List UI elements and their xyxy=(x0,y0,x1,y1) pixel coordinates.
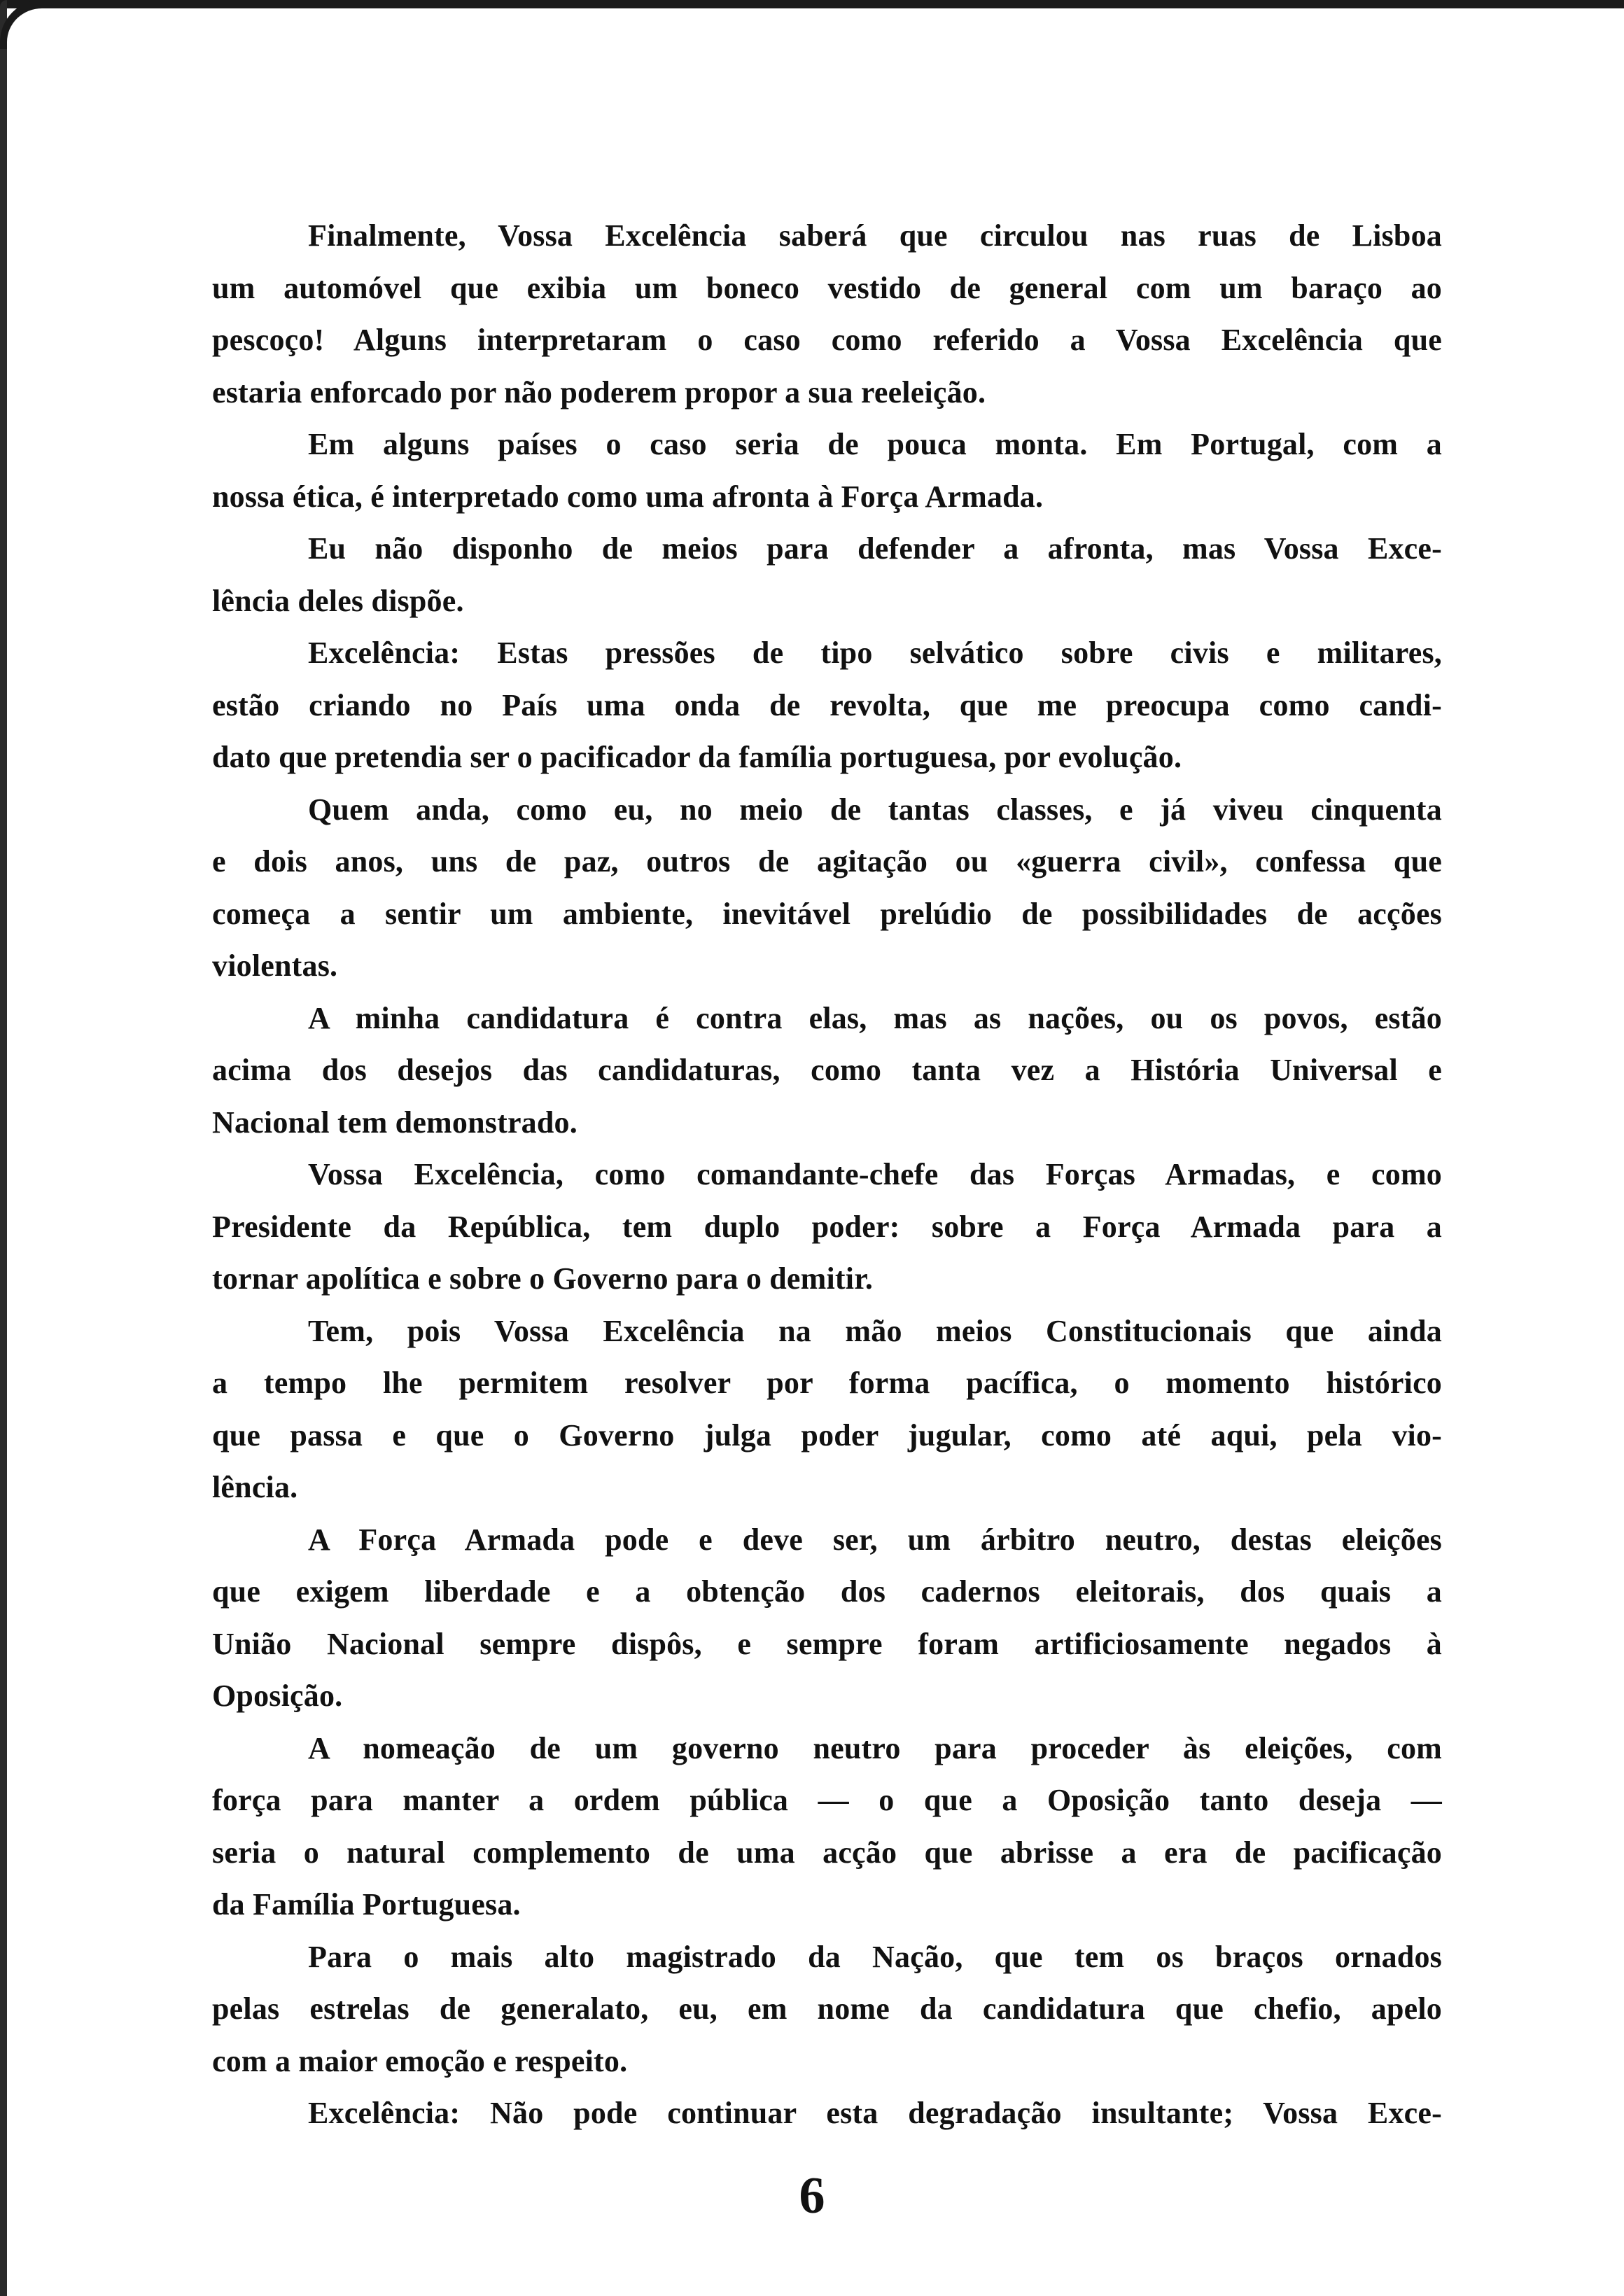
paragraph xyxy=(212,1306,1442,1514)
text-line: União Nacional sempre dispôs, e sempre foram artificiosamente negados à xyxy=(212,1626,1442,1661)
text-line: lência deles dispõe. xyxy=(212,583,464,618)
paragraph xyxy=(212,2087,1442,2140)
text-line: Vossa Excelência, como comandante-chefe das Forças Armadas, e como xyxy=(308,1157,1442,1191)
paragraph xyxy=(212,1514,1442,1723)
text-line: Finalmente, Vossa Excelência saberá que circulou nas ruas de Lisboa xyxy=(308,218,1442,253)
text-line: Presidente da República, tem duplo poder: sobre a Força Armada para a xyxy=(212,1209,1442,1244)
text-line: Em alguns países o caso seria de pouca monta. Em Portugal, com a xyxy=(308,427,1442,461)
text-line: tornar apolítica e sobre o Governo para o demitir. xyxy=(212,1261,874,1296)
text-line: força para manter a ordem pública — o que a Oposição tanto deseja — xyxy=(212,1783,1442,1817)
text-line: pescoço! Alguns interpretaram o caso como referido a Vossa Excelência que xyxy=(212,323,1442,357)
paragraph xyxy=(212,1149,1442,1306)
paragraph xyxy=(212,1931,1442,2088)
text-line: A nomeação de um governo neutro para proceder às eleições, com xyxy=(308,1730,1442,1765)
paragraph xyxy=(212,627,1442,784)
text-line: começa a sentir um ambiente, inevitável prelúdio de possibilidades de acções xyxy=(212,896,1442,931)
text-line: acima dos desejos das candidaturas, como tanta vez a História Universal e xyxy=(212,1053,1442,1087)
paragraph xyxy=(212,993,1442,1149)
text-line: a tempo lhe permitem resolver por forma pacífica, o momento histórico xyxy=(212,1366,1442,1400)
text-line: com a maior emoção e respeito. xyxy=(212,2043,628,2078)
scan-left-edge xyxy=(0,0,7,2296)
paragraph xyxy=(212,523,1442,627)
text-line: estão criando no País uma onda de revolta, que me preocupa como candi- xyxy=(212,687,1442,722)
text-line: Quem anda, como eu, no meio de tantas classes, e já viveu cinquenta xyxy=(308,792,1442,827)
text-line: lência. xyxy=(212,1470,298,1504)
text-line: Excelência: Estas pressões de tipo selvático sobre civis e militares, xyxy=(308,636,1442,670)
text-line: Oposição. xyxy=(212,1679,343,1713)
text-line: e dois anos, uns de paz, outros de agitação ou «guerra civil», confessa que xyxy=(212,844,1442,878)
text-line: um automóvel que exibia um boneco vestido de general com um baraço ao xyxy=(212,270,1442,305)
text-line: pelas estrelas de generalato, eu, em nome da candidatura que chefio, apelo xyxy=(212,1991,1442,2026)
paragraph xyxy=(212,210,1442,419)
paragraph xyxy=(212,784,1442,993)
text-line: nossa ética, é interpretado como uma afronta à Força Armada. xyxy=(212,479,1044,514)
text-line: dato que pretendia ser o pacificador da família portuguesa, por evolução. xyxy=(212,740,1182,774)
text-line: A minha candidatura é contra elas, mas as nações, ou os povos, estão xyxy=(308,1000,1442,1035)
text-line: da Família Portuguesa. xyxy=(212,1887,521,1921)
text-line: Eu não disponho de meios para defender a afronta, mas Vossa Exce- xyxy=(308,531,1442,566)
text-line: estaria enforcado por não poderem propor a sua reeleição. xyxy=(212,374,986,410)
page-number: 6 xyxy=(799,2167,825,2225)
text-line: Tem, pois Vossa Excelência na mão meios Constitucionais que ainda xyxy=(308,1313,1442,1348)
text-line: seria o natural complemento de uma acção que abrisse a era de pacificação xyxy=(212,1835,1442,1870)
body-text xyxy=(212,210,1442,2140)
text-line: violentas. xyxy=(212,948,338,983)
paragraph xyxy=(212,1723,1442,1931)
scan-top-edge xyxy=(0,0,1624,8)
text-line: A Força Armada pode e deve ser, um árbitro neutro, destas eleições xyxy=(308,1522,1442,1557)
text-line: que exigem liberdade e a obtenção dos cadernos eleitorais, dos quais a xyxy=(212,1574,1442,1609)
text-line: Excelência: Não pode continuar esta degradação insultante; Vossa Exce- xyxy=(308,2096,1442,2130)
text-line: Para o mais alto magistrado da Nação, que tem os braços ornados xyxy=(308,1939,1442,1974)
text-line: que passa e que o Governo julga poder jugular, como até aqui, pela vio- xyxy=(212,1418,1442,1452)
paragraph xyxy=(212,419,1442,523)
text-line: Nacional tem demonstrado. xyxy=(212,1105,578,1140)
